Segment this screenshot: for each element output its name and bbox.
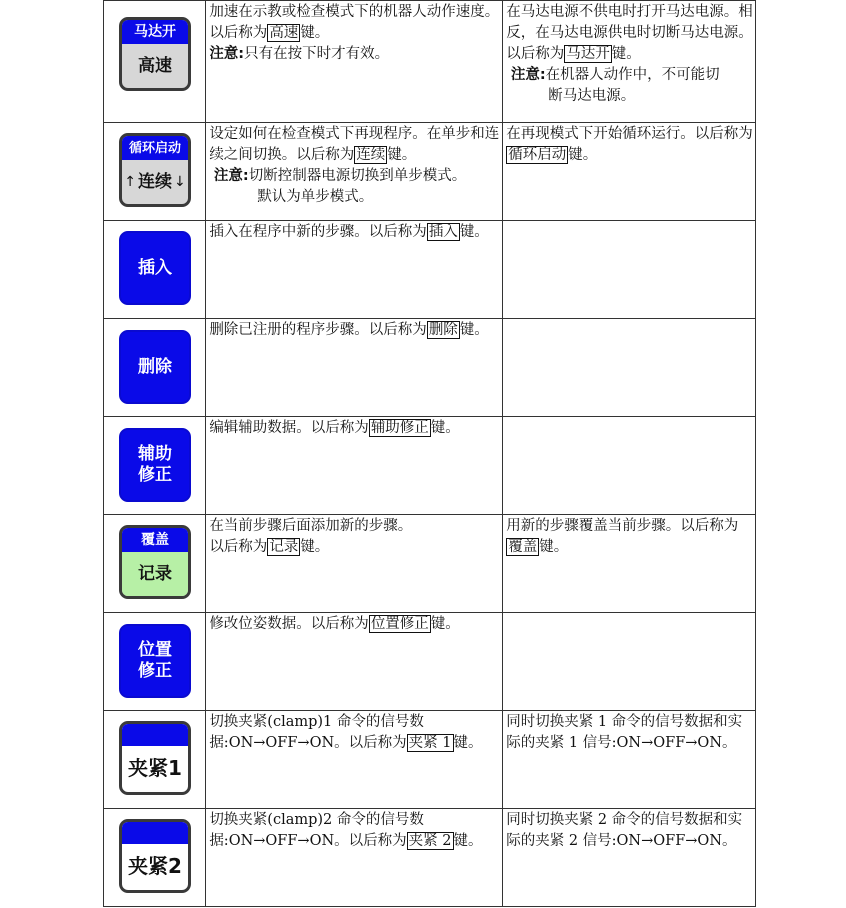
- key-top-band: [122, 724, 188, 746]
- function-cell: [206, 221, 503, 319]
- key-name-boxed: 删除: [428, 322, 458, 338]
- key-top-label: 马达开: [122, 20, 188, 44]
- key-label-line1: 辅助: [138, 444, 172, 464]
- key-bottom-area: [122, 160, 188, 204]
- cycle-start-continuous-key: [119, 133, 191, 207]
- key-cell: [104, 515, 206, 613]
- key-description-table: [103, 0, 756, 907]
- table-row: [104, 417, 756, 515]
- key-cell: [104, 123, 206, 221]
- table-row: [104, 711, 756, 809]
- desc-text: 在马达电源不供电时打开马达电源。相反，在马达电源供电时切断马达电源。以后称为: [506, 4, 753, 62]
- desc-text: 修改位姿数据。以后称为: [209, 616, 369, 632]
- function-cell: [503, 809, 756, 907]
- desc-text: 键。: [459, 322, 489, 338]
- function-cell: [206, 123, 503, 221]
- function-cell: [503, 613, 756, 711]
- key-name-boxed: 马达开: [566, 46, 610, 62]
- desc-text: 键。: [611, 46, 641, 62]
- table-row: [104, 123, 756, 221]
- key-cell: [104, 1, 206, 123]
- motor-on-high-speed-key: [119, 17, 191, 91]
- desc-text: 在再现模式下开始循环运行。以后称为: [506, 126, 753, 142]
- desc-text: 插入在程序中新的步骤。以后称为: [209, 224, 427, 240]
- function-cell: [503, 319, 756, 417]
- function-cell: [503, 1, 756, 123]
- function-cell: [206, 319, 503, 417]
- desc-text: 以后称为: [209, 539, 268, 555]
- function-cell: [503, 417, 756, 515]
- position-correction-key: [119, 624, 191, 698]
- delete-key: [119, 330, 191, 404]
- key-label: 插入: [138, 257, 172, 278]
- desc-text: 键。: [453, 833, 483, 849]
- desc-text: 用新的步骤覆盖当前步骤。以后称为: [506, 518, 739, 534]
- overwrite-record-key: [119, 525, 191, 599]
- desc-text: 键。: [568, 147, 598, 163]
- function-cell: [206, 711, 503, 809]
- desc-text: 切换夹紧(clamp)1 命令的信号数据:ON→OFF→ON。以后称为: [209, 714, 424, 751]
- key-name-boxed: 位置修正: [370, 616, 429, 632]
- key-name-boxed: 夹紧 2: [408, 833, 452, 849]
- table-row: [104, 1, 756, 123]
- function-cell: [503, 221, 756, 319]
- key-label: 删除: [138, 356, 172, 377]
- table-row: [104, 319, 756, 417]
- function-cell: [206, 613, 503, 711]
- key-label-line2: 修正: [138, 465, 172, 485]
- desc-text: 键。: [387, 147, 417, 163]
- key-cell: [104, 809, 206, 907]
- clamp-1-key: [119, 721, 191, 795]
- key-cell: [104, 221, 206, 319]
- desc-text: 编辑辅助数据。以后称为: [209, 420, 369, 436]
- key-name-boxed: 记录: [269, 539, 299, 555]
- key-top-label: 覆盖: [122, 528, 188, 552]
- key-cell: [104, 613, 206, 711]
- desc-text: 设定如何在检查模式下再现程序。在单步和连续之间切换。以后称为: [209, 126, 500, 163]
- desc-text: 切换夹紧(clamp)2 命令的信号数据:ON→OFF→ON。以后称为: [209, 812, 424, 849]
- key-top-label: 循环启动: [122, 136, 188, 160]
- key-name-boxed: 夹紧 1: [408, 735, 452, 751]
- insert-key: [119, 231, 191, 305]
- table-row: [104, 515, 756, 613]
- note-text: 切断控制器电源切换到单步模式。: [248, 168, 467, 184]
- desc-text: 键。: [453, 735, 483, 751]
- key-name-boxed: 连续: [356, 147, 386, 163]
- function-cell: [503, 515, 756, 613]
- desc-text: 加速在示教或检查模式下的机器人动作速度。以后称为: [209, 4, 500, 41]
- key-name-boxed: 循环启动: [508, 147, 567, 163]
- key-bottom-label: 记录: [122, 552, 188, 596]
- desc-text: 键。: [300, 25, 330, 41]
- key-cell: [104, 417, 206, 515]
- key-label-line1: 位置: [138, 640, 172, 660]
- function-cell: [206, 1, 503, 123]
- arrow-down-icon: ↓: [174, 173, 186, 190]
- note-text: 只有在按下时才有效。: [244, 46, 390, 62]
- desc-text: 同时切换夹紧 2 命令的信号数据和实际的夹紧 2 信号:ON→OFF→ON。: [506, 812, 743, 849]
- key-name-boxed: 插入: [428, 224, 458, 240]
- key-name-boxed: 高速: [269, 25, 299, 41]
- note-text: 断马达电源。: [548, 88, 636, 104]
- key-top-band: [122, 822, 188, 844]
- desc-text: 键。: [430, 616, 460, 632]
- desc-text: 键。: [430, 420, 460, 436]
- key-name-boxed: 覆盖: [508, 539, 538, 555]
- desc-text: 在当前步骤后面添加新的步骤。: [209, 518, 413, 534]
- note-label: 注意:: [213, 168, 249, 184]
- key-bottom-label: 夹紧2: [128, 853, 182, 878]
- table-row: [104, 221, 756, 319]
- desc-text: 同时切换夹紧 1 命令的信号数据和实际的夹紧 1 信号:ON→OFF→ON。: [506, 714, 743, 751]
- function-cell: [206, 515, 503, 613]
- key-name-boxed: 辅助修正: [370, 420, 429, 436]
- desc-text: 删除已注册的程序步骤。以后称为: [209, 322, 427, 338]
- key-cell: [104, 711, 206, 809]
- desc-text: 键。: [459, 224, 489, 240]
- table-row: [104, 613, 756, 711]
- key-bottom-label: 连续: [138, 171, 172, 192]
- desc-text: 键。: [300, 539, 330, 555]
- key-bottom-label: 夹紧1: [128, 755, 182, 780]
- note-label: 注意:: [510, 67, 546, 83]
- function-cell: [503, 123, 756, 221]
- note-text: 默认为单步模式。: [257, 189, 374, 205]
- auxiliary-correction-key: [119, 428, 191, 502]
- key-bottom-label: 高速: [138, 55, 172, 76]
- function-cell: [206, 417, 503, 515]
- clamp-2-key: [119, 819, 191, 893]
- note-label: 注意:: [209, 46, 245, 62]
- key-cell: [104, 319, 206, 417]
- function-cell: [503, 711, 756, 809]
- key-label-line2: 修正: [138, 661, 172, 681]
- arrow-up-icon: ↑: [124, 173, 136, 190]
- table-row: [104, 809, 756, 907]
- desc-text: 键。: [539, 539, 569, 555]
- note-text: 在机器人动作中，不可能切: [545, 67, 720, 83]
- function-cell: [206, 809, 503, 907]
